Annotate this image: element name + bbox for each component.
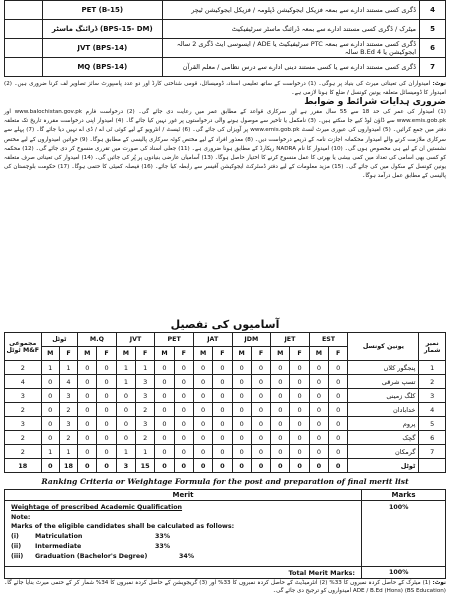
value-cell: 0 [232,375,251,389]
value-cell: 0 [97,445,116,459]
weightage-label: Weightage of prescribed Academic Qualification [11,504,183,511]
gender-subheader: F [59,347,77,361]
union-council-name: تسپ شرقی [348,375,419,389]
union-council-name: گرمکان [348,445,419,459]
value-cell: 0 [97,403,116,417]
merit-table [4,489,446,579]
post-row [5,1,446,20]
grand-total-cell: 2 [5,445,42,459]
vacancy-table [4,332,446,473]
value-cell: 0 [251,389,270,403]
value-cell: 0 [78,445,97,459]
matric-num: (i) [11,533,19,540]
value-cell: 0 [97,361,116,375]
post-number: 6 [420,39,446,58]
value-cell: 0 [271,445,290,459]
posts-table [4,0,446,77]
value-cell: 0 [309,361,328,375]
post-empty-cell [5,20,43,39]
value-cell: 0 [174,361,193,375]
value-cell: 0 [213,431,232,445]
value-cell: 0 [290,361,309,375]
grand-total-cell: 3 [5,417,42,431]
value-cell: 0 [271,403,290,417]
gender-subheader: M [232,347,251,361]
merit-header-label: Merit [172,491,194,499]
col-union-council: یونین کونسل [348,333,419,361]
gender-subheader: F [329,347,348,361]
value-cell: 4 [59,375,77,389]
post-number: 5 [420,20,446,39]
value-cell: 0 [97,389,116,403]
post-empty-cell [5,39,43,58]
serial-cell: 1 [419,361,446,375]
value-cell: 0 [309,431,328,445]
value-cell: 0 [193,361,212,375]
table-row [5,403,446,417]
union-council-name: پروم [348,417,419,431]
value-cell: 0 [193,389,212,403]
value-cell: 0 [155,459,174,473]
value-cell: 0 [290,389,309,403]
value-cell: 0 [155,361,174,375]
value-cell: 0 [232,389,251,403]
value-cell: 3 [136,389,155,403]
union-council-name: پنجگور کلاں [348,361,419,375]
gender-subheader: M [41,347,59,361]
value-cell: 0 [232,445,251,459]
value-cell: 2 [59,403,77,417]
instructions-text: (1) امیدوار کی عمر کی حد 18 سے 55 سال مقرر ہے اور سرکاری قواعد کے مطابق عمر میں رعایت دی جائے گی۔ (2) درخواست فارم www.balochistan.gov.pk اور www.emis.gob.pk سے ڈاؤن لوڈ کیے جا سکتے ہیں۔ (3) نامکمل یا تاخیر سے موصول ہونے والی درخواستوں پر غور نہیں کیا جائے گا۔ (4) امیدوار اپنی درخواست مقررہ تاریخ تک متعلقہ دفتر میں جمع کرائیں۔ (5) امیدواروں کی عبوری میرٹ لسٹ www.emis.gob.pk پر آویزاں کی جائے گی۔ (6) ٹیسٹ / انٹرویو کے لیے کوئی ٹی اے / ڈی اے نہیں دیا جائے گا۔ (7) پہلے سے سرکاری ملازمت کرنے والے امیدوار محکمانہ اجازت نامہ کے ذریعے درخواست دیں۔ (8) معذور افراد کے لیے مختص کوٹہ سرکاری پالیسی کے مطابق ہوگا۔ (9) خواتین امیدواروں کے لیے مختص نشستیں ان کے لیے ہی مخصوص ہوں گی۔ (10) امیدوار کا نام NADRA ریکارڈ کے مطابق ہونا ضروری ہے۔ (11) جعلی اسناد کی صورت میں تقرری منسوخ کر دی جائے گی۔ (12) محکمہ کو کسی بھی اسامی کی تعداد میں کمی بیشی یا بھرتی کا عمل منسوخ کرنے کا اختیار حاصل ہوگا۔ (13) آسامیاں عارضی بنیادوں پر پُر کی جائیں گی۔ (14) امیدوار کی تعیناتی صرف متعلقہ یونین کونسل کے سکول میں کی جائے گی۔ (15) مزید معلومات کے لیے دفتر ڈسٹرکٹ ایجوکیشن آفیسر سے رابطہ کیا جائے۔ (16) فیصلہ کمیٹی کا حتمی ہوگا۔ (17) حکومت بلوچستان کی پالیسی کے مطابق عمل درآمد ہوگا۔ [4,109,447,179]
advertisement-page [4,0,446,595]
table-row [5,375,446,389]
value-cell: 0 [271,459,290,473]
notes-para1: امیدواران کی تعیناتی میرٹ کی بنیاد پر ہوگی۔ (1) درخواست کے ساتھ تعلیمی اسناد، ڈومیسائل، قومی شناختی کارڈ اور دو عدد پاسپورٹ سائز تصاویر لف کرنا ضروری ہیں۔ (2) امیدوار کا ڈومیسائل متعلقہ یونین کونسل / ضلع کا ہونا لازمی ہے۔ [4,81,446,97]
value-cell: 0 [174,431,193,445]
post-number: 4 [420,1,446,20]
post-title: ڈرائنگ ماسٹر (BPS-15- DM) [42,20,162,39]
gender-subheader: M [193,347,212,361]
value-cell: 0 [309,389,328,403]
value-cell: 0 [78,375,97,389]
value-cell: 0 [213,361,232,375]
gender-subheader: M [309,347,328,361]
table-row [5,389,446,403]
value-cell: 0 [290,459,309,473]
value-cell: 0 [309,459,328,473]
gender-subheader: F [174,347,193,361]
value-cell: 0 [116,417,135,431]
post-qualification: میٹرک / ڈگری کسی مستند ادارے سے بمعہ ڈرائنگ ماسٹر سرٹیفیکیٹ [162,20,419,39]
value-cell: 0 [155,403,174,417]
union-council-name: خدابادان [348,403,419,417]
value-cell: 0 [174,417,193,431]
table-row [5,431,446,445]
post-title: PET (B-15) [42,1,162,20]
serial-cell: 6 [419,431,446,445]
value-cell: 0 [213,445,232,459]
value-cell: 0 [271,375,290,389]
value-cell: 0 [213,417,232,431]
inter-num: (ii) [11,543,22,550]
value-cell: 0 [251,459,270,473]
col-jet: JET [271,333,310,347]
matric-pct: 33% [155,533,171,540]
value-cell: 2 [136,431,155,445]
instructions-heading: ضروری ہدایات شرائط و ضوابط [304,97,446,108]
value-cell: 0 [329,445,348,459]
post-empty-cell [5,1,43,20]
gender-subheader: M [271,347,290,361]
total-row [5,459,446,473]
total-merit-value: 100% [389,569,409,576]
value-cell: 0 [329,361,348,375]
value-cell: 0 [309,375,328,389]
inter-pct: 33% [155,543,171,550]
gender-subheader: F [213,347,232,361]
value-cell: 3 [59,417,77,431]
value-cell: 0 [174,445,193,459]
value-cell: 0 [329,431,348,445]
ranking-criteria-title: Ranking Criteria or Weightage Formula for the post and preparation of final merit list [41,477,409,486]
gender-subheader: F [97,347,116,361]
value-cell: 0 [251,417,270,431]
value-cell: 0 [193,417,212,431]
serial-cell [419,459,446,473]
value-cell: 1 [116,375,135,389]
value-cell: 0 [290,417,309,431]
value-cell: 0 [271,431,290,445]
value-cell: 18 [59,459,77,473]
value-cell: 0 [41,417,59,431]
col-jdm: JDM [232,333,271,347]
col-pet: PET [155,333,194,347]
value-cell: 0 [116,389,135,403]
gender-subheader: F [136,347,155,361]
inter-label: Intermediate [35,543,82,550]
merit-header [5,490,445,501]
post-row [5,20,446,39]
value-cell: 0 [193,459,212,473]
value-cell: 0 [329,389,348,403]
post-title: MQ (BPS-14) [42,58,162,77]
value-cell: 0 [232,417,251,431]
value-cell: 0 [174,389,193,403]
value-cell: 0 [329,403,348,417]
gender-subheader: M [116,347,135,361]
value-cell: 0 [155,375,174,389]
bottom-note-lead: نوٹ: [432,580,446,586]
col-serial: نمبر شمار [419,333,446,361]
value-cell: 0 [251,361,270,375]
bottom-note-text: (1) میٹرک کے حاصل کردہ نمبروں کا 33% (2) انٹرمیڈیٹ کے حاصل کردہ نمبروں کا 33% اور (3) گریجویشن کے حاصل کردہ نمبروں کا 34% شمار کر کے حتمی میرٹ بنایا جائے گا۔ ADE / B.Ed (Hons) (BS Education) امیدواروں کو ترجیح دی جائے گی۔ [4,580,446,594]
post-qualification: ڈگری کسی مستند ادارے سے بمعہ PTC سرٹیفیکیٹ یا ADE / ایسوسی ایٹ ڈگری 2 سالہ ایجوکیشن یا B.Ed 4 سالہ [162,39,419,58]
weightage-marks: 100% [389,504,409,511]
value-cell: 0 [193,431,212,445]
value-cell: 2 [59,431,77,445]
value-cell: 0 [271,417,290,431]
value-cell: 0 [213,459,232,473]
post-row [5,39,446,58]
value-cell: 0 [78,459,97,473]
value-cell: 0 [174,375,193,389]
value-cell: 0 [251,445,270,459]
union-council-name: ٹوٹل [348,459,419,473]
value-cell: 0 [232,361,251,375]
col-jat: JAT [193,333,232,347]
grand-total-cell: 2 [5,403,42,417]
value-cell: 0 [232,403,251,417]
notes-lead: نوٹ: [432,81,447,87]
value-cell: 0 [290,403,309,417]
marks-header-label: Marks [391,491,416,499]
value-cell: 0 [41,375,59,389]
serial-cell: 3 [419,389,446,403]
serial-cell: 5 [419,417,446,431]
post-row [5,58,446,77]
value-cell: 0 [78,403,97,417]
gender-subheader: M [78,347,97,361]
value-cell: 0 [193,375,212,389]
value-cell: 0 [78,431,97,445]
value-cell: 0 [290,375,309,389]
merit-divider [361,490,362,578]
value-cell: 0 [116,431,135,445]
value-cell: 1 [136,361,155,375]
value-cell: 2 [136,403,155,417]
grand-total-cell: 4 [5,375,42,389]
total-merit-label: Total Merit Marks: [288,569,355,577]
value-cell: 0 [78,361,97,375]
post-qualification: ڈگری کسی مستند ادارے سے یا کسی مستند دینی ادارے سے درس نظامی / معلم القرآن [162,58,419,77]
post-qualification: ڈگری کسی مستند ادارے سے بمعہ فزیکل ایجوکیشن ڈپلومہ / فزیکل ایجوکیشن ٹیچر [162,1,419,20]
gender-subheader: F [290,347,309,361]
value-cell: 0 [329,375,348,389]
value-cell: 0 [271,389,290,403]
grand-total-cell: 2 [5,431,42,445]
table-row [5,445,446,459]
union-council-name: کلگ زمینی [348,389,419,403]
value-cell: 0 [232,459,251,473]
value-cell: 0 [193,403,212,417]
post-number: 7 [420,58,446,77]
value-cell: 0 [97,431,116,445]
value-cell: 1 [116,361,135,375]
value-cell: 15 [136,459,155,473]
value-cell: 0 [41,403,59,417]
value-cell: 3 [59,389,77,403]
value-cell: 0 [155,431,174,445]
value-cell: 3 [116,459,135,473]
value-cell: 0 [329,459,348,473]
table-row [5,417,446,431]
value-cell: 0 [309,417,328,431]
grad-pct: 34% [179,553,195,560]
note-label: Note: [11,514,31,521]
value-cell: 0 [155,389,174,403]
value-cell: 0 [329,417,348,431]
value-cell: 0 [97,417,116,431]
value-cell: 0 [213,389,232,403]
value-cell: 0 [251,431,270,445]
vacancy-details-title: آسامیوں کی تفصیل [170,318,280,331]
serial-cell: 7 [419,445,446,459]
marks-calc-label: Marks of the eligible candidates shall be calculated as follows: [11,523,235,530]
value-cell: 1 [59,361,77,375]
col-est: EST [309,333,348,347]
value-cell: 0 [97,459,116,473]
value-cell: 0 [155,417,174,431]
matric-label: Matriculation [35,533,83,540]
value-cell: 0 [174,403,193,417]
value-cell: 0 [97,375,116,389]
value-cell: 0 [116,403,135,417]
col-jvt: JVT [116,333,155,347]
value-cell: 0 [155,445,174,459]
col-mq: M.Q [78,333,117,347]
col-grand-total: مجموعی ٹوٹل M&F [5,333,42,361]
value-cell: 0 [271,361,290,375]
serial-cell: 4 [419,403,446,417]
value-cell: 3 [136,417,155,431]
grad-label: Graduation (Bachelor's Degree) [35,553,148,560]
value-cell: 0 [251,375,270,389]
value-cell: 0 [78,389,97,403]
value-cell: 0 [193,445,212,459]
value-cell: 0 [251,403,270,417]
value-cell: 0 [78,417,97,431]
value-cell: 0 [41,459,59,473]
value-cell: 1 [136,445,155,459]
gender-subheader: M [155,347,174,361]
value-cell: 1 [41,445,59,459]
post-empty-cell [5,58,43,77]
value-cell: 1 [59,445,77,459]
gender-subheader: F [251,347,270,361]
post-title: JVT (BPS-14) [42,39,162,58]
value-cell: 0 [232,431,251,445]
grand-total-cell: 3 [5,389,42,403]
value-cell: 0 [309,445,328,459]
value-cell: 0 [174,459,193,473]
grand-total-cell: 18 [5,459,42,473]
serial-cell: 2 [419,375,446,389]
value-cell: 1 [41,361,59,375]
value-cell: 0 [290,445,309,459]
value-cell: 0 [41,389,59,403]
value-cell: 0 [213,403,232,417]
notes-section [4,80,446,181]
bottom-note [4,579,446,595]
merit-total-row [5,566,445,578]
value-cell: 0 [41,431,59,445]
value-cell: 3 [136,375,155,389]
grand-total-cell: 2 [5,361,42,375]
value-cell: 0 [309,403,328,417]
union-council-name: گچک [348,431,419,445]
value-cell: 1 [116,445,135,459]
col-total: ٹوٹل [41,333,78,347]
grad-num: (iii) [11,553,24,560]
table-row [5,361,446,375]
value-cell: 0 [213,375,232,389]
value-cell: 0 [290,431,309,445]
